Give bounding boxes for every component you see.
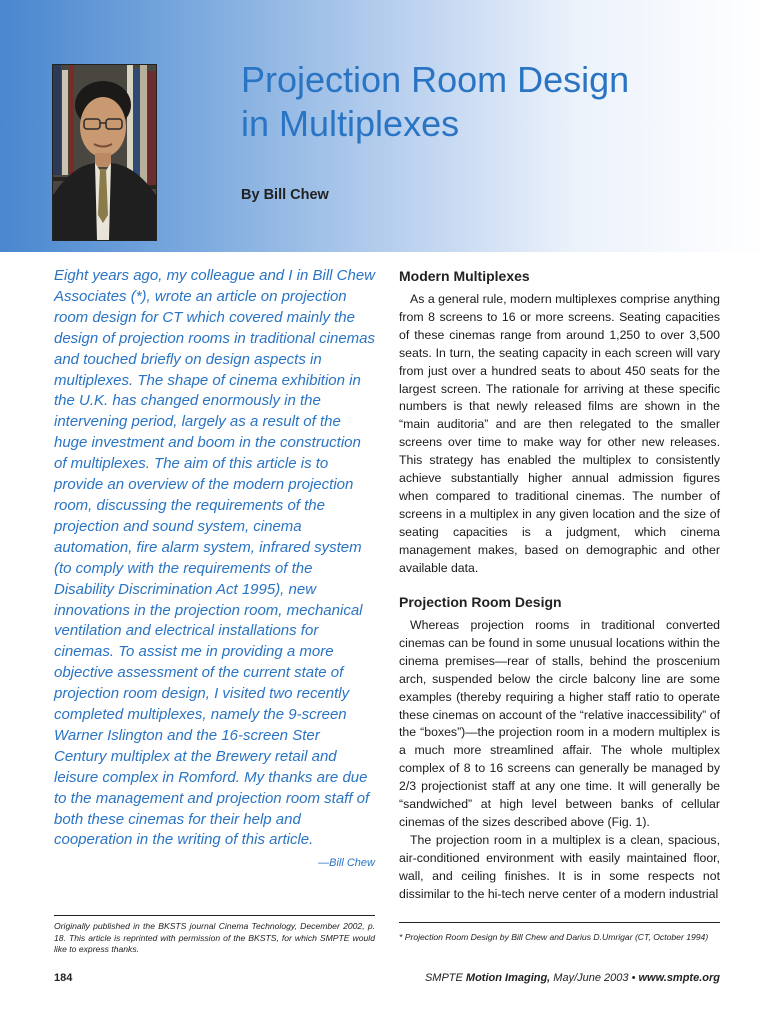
journal-issue: May/June 2003 • [550,972,639,984]
page-number: 184 [54,972,73,984]
title-line-1: Projection Room Design [241,59,630,100]
paragraph: The projection room in a multiplex is a clean, spacious, air-conditioned environment with easily maintained floor, wall, and ceiling finishes. It is in some respects not dissimilar to the hi-tech nerve center of a modern industrial [399,832,720,901]
paragraph: As a general rule, modern multiplexes comprise anything from 8 screens to 16 or more screens. Seating capacities of these cinemas range from around 1,250 to over 3,500 seats. In turn, the seating capacity in each screen will vary from just over a hundred seats to about 450 seats for the largest screen. The rationale for arriving at these specific numbers is that newly released films are shown in the “main auditoria” and are then relegated to the smaller screens over time to make way for other new releases. This strategy has enabled the multiplex to consistently achieve substantially higher annual admission figures when compared to traditional cinemas. The number of screens in a multiplex in any given location and the size of seating capacities is a judgment, which cinema management makes, based on demographic and other available data. [399,292,720,575]
abstract-signature: —Bill Chew [318,857,375,869]
title-line-2: in Multiplexes [241,103,460,144]
paragraph: Whereas projection rooms in traditional converted cinemas can be found in some unusual locations within the cinema premises—rear of stalls, behind the proscenium arch, suspended below the circle balcony line are some examples (thereby requiring a higher staff ratio to operate these cinemas on account of the “relative inaccessibility” of the “boxes”)—the projection room in a modern multiplex is a much more streamlined affair. The whole multiplex complex of 8 to 16 screens can generally be managed by 2/3 projectionist staff at any one time. It will generally be “sandwiched” at high level between banks of cellular cinemas of the sizes described above (Fig. 1). [399,618,720,829]
article-title [241,58,741,146]
reference-footnote: * Projection Room Design by Bill Chew and Darius D.Umrigar (CT, October 1994) [399,932,709,942]
author-photo [52,64,157,241]
abstract-text: Eight years ago, my colleague and I in Bill Chew Associates (*), wrote an article on projection room design for CT which covered mainly the design of projection rooms in traditional cinemas and touched briefly on design aspects in multiplexes. The shape of cinema exhibition in the U.K. has changed enormously in the intervening period, largely as a result of the huge investment and boom in the construction of multiplexes. The aim of this article is to provide an overview of the modern projection room, discussing the requirements of the projection and sound system, cinema automation, fire alarm system, infrared system (to comply with the requirements of the Disability Discrimination Act 1995), new innovations in the projection room, mechanical ventilation and electrical installations for cinemas. To assist me in providing a more objective assessment of the current state of projection room design, I visited two recently completed multiplexes, namely the 9-screen Warner Islington and the 16-screen Ster Century multiplex at the Brewery retail and leisure complex in Romford. My thanks are due to the management and projection room staff of both these cinemas for their help and cooperation in the writing of this article. [54,267,376,849]
journal-name: Motion Imaging, [465,972,551,984]
journal-prefix: SMPTE [424,972,466,984]
footnote-divider-left [54,915,375,916]
section-heading-modern-multiplexes: Modern Multiplexes [399,268,530,284]
section-body-projection-room-design [399,617,720,904]
journal-website: www.smpte.org [638,972,720,984]
running-footer [425,972,720,984]
author-byline: By Bill Chew [241,187,329,203]
footnote-divider-right [399,922,720,923]
publication-note: Originally published in the BKSTS journal Cinema Technology, December 2002, p. 18. This article is reprinted with permission of the BKSTS, for which SMPTE would like to express thanks. [54,921,375,954]
section-body-modern-multiplexes [399,291,720,578]
section-heading-projection-room-design: Projection Room Design [399,594,562,610]
